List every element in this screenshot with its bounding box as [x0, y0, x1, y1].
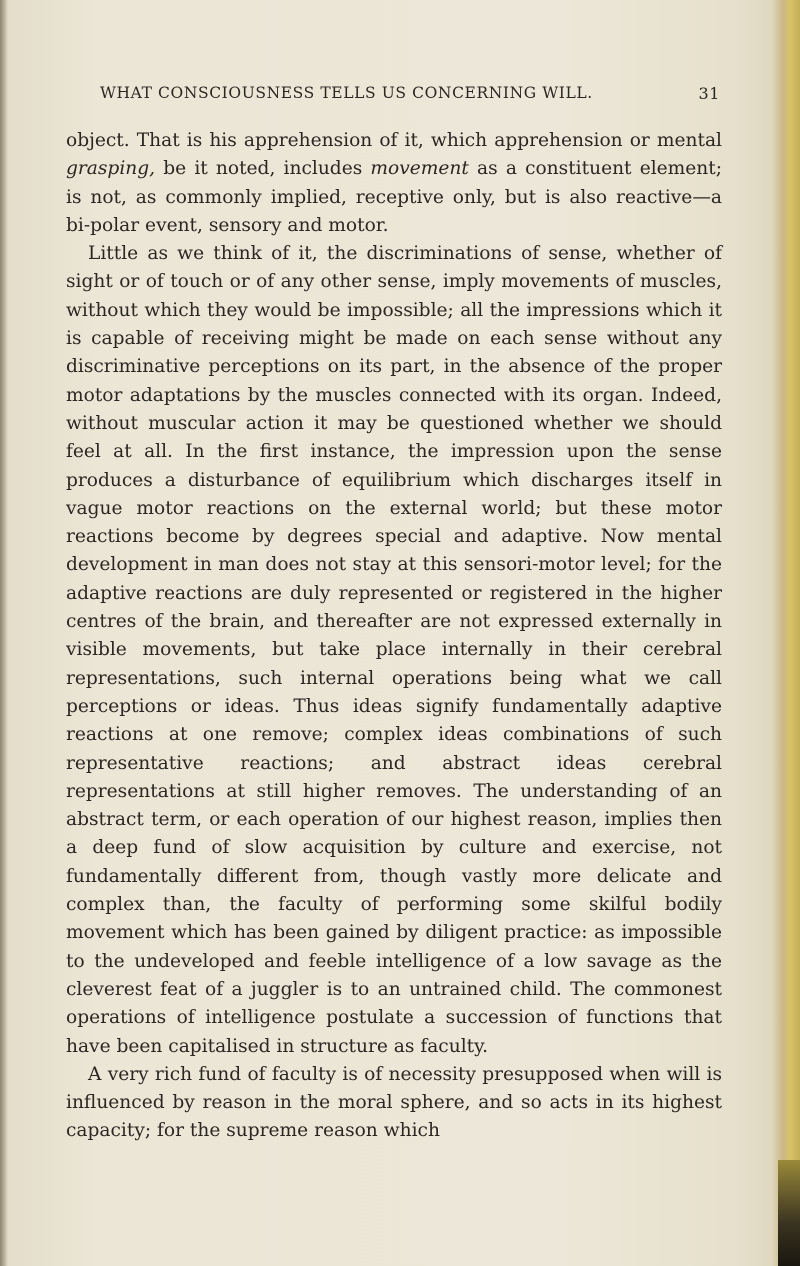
italic-term: grasping, [66, 158, 156, 180]
paragraph-2 [66, 240, 722, 1061]
text-segment: as a constituent element; is not, as commonly implied, receptive only, but is also reactive—a bi-polar event, sensory and motor. [66, 158, 722, 236]
page-number: 31 [698, 84, 720, 103]
paragraph-1 [66, 127, 722, 240]
text-segment: Little as we think of it, the discriminations of sense, whether of sight or of touch or of any other sense, imply movements of muscles, without which they would be impossible; all the impressions which it is capable of receiving might be made on each sense without any discriminative perceptions on its part, in the absence of the proper motor adaptations by the muscles connected with its organ. Indeed, without muscular action it may be questioned whether we should feel at all. In the first instance, the impression upon the sense produces a disturbance of equilibrium which discharges itself in vague motor reactions on the external world; but these motor reactions become by degrees special and adaptive. Now mental development in man does not stay at this sensori-motor level; for the adaptive reactions are duly represented or registered in the higher centres of the brain, and thereafter are not expressed externally in visible movements, but take place internally in their cerebral representations, such internal operations being what we call perceptions or ideas. Thus ideas signify fundamentally adaptive reactions at one remove; complex ideas combinations of such representative reactions; and abstract ideas cerebral representations at still higher removes. The understanding of an abstract term, or each operation of our highest reason, implies then a deep fund of slow acquisition by culture and exercise, not fundamentally different from, though vastly more delicate and complex than, the faculty of performing some skilful bodily movement which has been gained by diligent practice: as impossible to the undeveloped and feeble intelligence of a low savage as the cleverest feat of a juggler is to an untrained child. The commonest operations of intelligence postulate a succession of functions that have been capitalised in structure as faculty. [66, 243, 722, 1057]
spine-shadow [0, 0, 8, 1266]
page-edge-shadow [778, 1160, 800, 1266]
text-segment: be it noted, includes [155, 158, 371, 180]
running-head: WHAT CONSCIOUSNESS TELLS US CONCERNING WILL. [100, 84, 593, 102]
body-text [66, 127, 722, 1146]
text-segment: A very rich fund of faculty is of necessity presupposed when will is influenced by reason in the moral sphere, and so acts in its highest capacity; for the supreme reason which [66, 1063, 722, 1142]
paragraph-3 [66, 1061, 722, 1146]
page-header [100, 84, 720, 102]
text-segment: object. That is his apprehension of it, which apprehension or mental [66, 130, 722, 151]
italic-term: movement [370, 158, 469, 180]
page-edge [772, 0, 800, 1266]
